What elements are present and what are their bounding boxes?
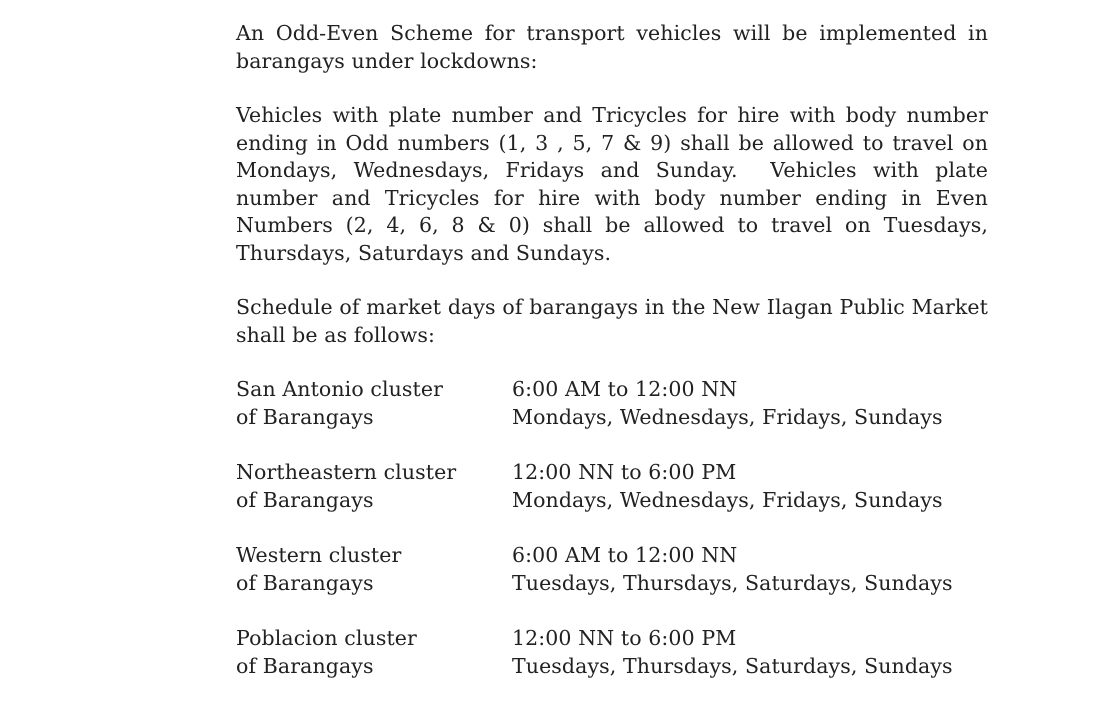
cluster-column — [236, 376, 512, 431]
schedule-time: 6:00 AM to 12:00 NN — [512, 543, 738, 567]
cluster-column — [236, 542, 512, 597]
schedule-days: Tuesdays, Thursdays, Saturdays, Sundays — [512, 653, 953, 678]
schedule-time: 12:00 NN to 6:00 PM — [512, 626, 737, 650]
cluster-name-line2: of Barangays — [236, 404, 374, 429]
schedule-row-northeastern — [236, 459, 988, 514]
cluster-name: Northeastern cluster — [236, 460, 457, 484]
paragraph-odd-even-rules: Vehicles with plate number and Tricycles for hire with body number ending in Odd numbers (1, 3 , 5, 7 & 9) shall be allowed to travel on Mondays, Wednesdays, Fridays and Sunday. Vehicles with plate number and Tricycles for hire with body number ending in Even Numbers (2, 4, 6, 8 & 0) shall be allowed to travel on Tuesdays, Thursdays, Saturdays and Sundays. — [236, 103, 988, 265]
paragraph-market-schedule-intro: Schedule of market days of barangays in the New Ilagan Public Market shall be as follows: — [236, 295, 988, 347]
schedule-time: 12:00 NN to 6:00 PM — [512, 460, 737, 484]
schedule-column — [512, 376, 988, 431]
schedule-column — [512, 625, 988, 680]
cluster-name-line2: of Barangays — [236, 653, 374, 678]
schedule-days: Mondays, Wednesdays, Fridays, Sundays — [512, 404, 943, 429]
schedule-days: Tuesdays, Thursdays, Saturdays, Sundays — [512, 570, 953, 595]
cluster-column — [236, 459, 512, 514]
cluster-name-line2: of Barangays — [236, 570, 374, 595]
cluster-name: Poblacion cluster — [236, 626, 417, 650]
cluster-name: San Antonio cluster — [236, 377, 444, 401]
schedule-column — [512, 542, 988, 597]
schedule-row-western — [236, 542, 988, 597]
schedule-column — [512, 459, 988, 514]
schedule-time: 6:00 AM to 12:00 NN — [512, 377, 738, 401]
paragraph-odd-even-intro: An Odd-Even Scheme for transport vehicles will be implemented in barangays under lockdowns: — [236, 21, 988, 73]
schedule-row-san-antonio — [236, 376, 988, 431]
schedule-days: Mondays, Wednesdays, Fridays, Sundays — [512, 487, 943, 512]
document-content — [236, 20, 988, 708]
cluster-name-line2: of Barangays — [236, 487, 374, 512]
market-schedule-table — [236, 376, 988, 680]
schedule-row-poblacion — [236, 625, 988, 680]
cluster-name: Western cluster — [236, 543, 402, 567]
cluster-column — [236, 625, 512, 680]
